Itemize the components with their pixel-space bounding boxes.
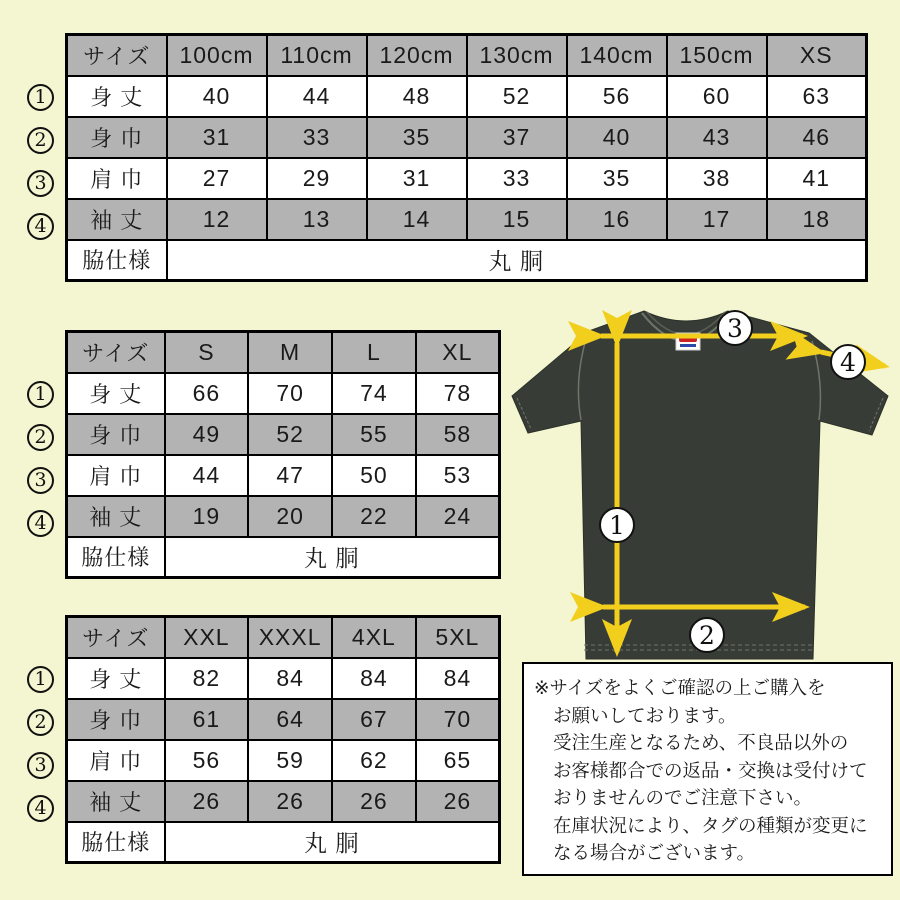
measurement-value-cell: 48 xyxy=(367,76,467,117)
measurement-value-cell: 35 xyxy=(367,117,467,158)
size-table-footer-row xyxy=(67,240,867,281)
row-marker-circle-3: 3 xyxy=(27,752,54,779)
size-table-row xyxy=(67,658,500,699)
measurement-value-cell: 53 xyxy=(416,455,500,496)
measurement-value-cell: 66 xyxy=(165,373,249,414)
measurement-value-cell: 13 xyxy=(267,199,367,240)
size-header-cell: L xyxy=(332,332,416,373)
note-line: お客様都合での返品・交換は受付けて xyxy=(553,759,868,781)
measurement-label-cell: 袖 丈 xyxy=(67,199,167,240)
measurement-label-cell: 袖 丈 xyxy=(67,496,165,537)
side-spec-value-cell: 丸 胴 xyxy=(167,240,867,281)
side-spec-label-cell: 脇仕様 xyxy=(67,822,165,863)
measurement-value-cell: 26 xyxy=(416,781,500,822)
side-spec-value-cell: 丸 胴 xyxy=(165,822,500,863)
size-table-row xyxy=(67,740,500,781)
measurement-value-cell: 58 xyxy=(416,414,500,455)
measurement-value-cell: 27 xyxy=(167,158,267,199)
row-marker-circle-3: 3 xyxy=(27,467,54,494)
measurement-label-cell: 身 巾 xyxy=(67,414,165,455)
row-marker-circle-2: 2 xyxy=(27,127,54,154)
row-marker-circle-4: 4 xyxy=(27,795,54,822)
size-table-row xyxy=(67,76,867,117)
measurement-label-cell: 肩 巾 xyxy=(67,158,167,199)
side-spec-label-cell: 脇仕様 xyxy=(67,537,165,578)
row-marker-circle-2: 2 xyxy=(27,709,54,736)
size-table-row xyxy=(67,781,500,822)
size-header-cell: 130cm xyxy=(467,35,567,76)
measurement-value-cell: 22 xyxy=(332,496,416,537)
measurement-label-cell: 肩 巾 xyxy=(67,455,165,496)
adult-size-table xyxy=(65,330,501,579)
badge-4: 4 xyxy=(840,348,856,377)
size-header-cell: XS xyxy=(767,35,867,76)
measurement-value-cell: 20 xyxy=(248,496,332,537)
measurement-value-cell: 70 xyxy=(248,373,332,414)
size-header-cell: XL xyxy=(416,332,500,373)
side-spec-value-cell: 丸 胴 xyxy=(165,537,500,578)
measurement-value-cell: 78 xyxy=(416,373,500,414)
badge-2: 2 xyxy=(699,621,715,650)
purchase-note-box xyxy=(522,662,893,876)
badge-3: 3 xyxy=(727,314,743,343)
size-header-cell: 4XL xyxy=(332,617,416,658)
badge-1: 1 xyxy=(609,511,625,540)
size-column-header: サイズ xyxy=(67,332,165,373)
measurement-value-cell: 31 xyxy=(167,117,267,158)
row-marker-circle-1: 1 xyxy=(27,381,54,408)
measurement-value-cell: 29 xyxy=(267,158,367,199)
measurement-value-cell: 61 xyxy=(165,699,249,740)
measurement-value-cell: 60 xyxy=(667,76,767,117)
measurement-value-cell: 47 xyxy=(248,455,332,496)
measurement-value-cell: 26 xyxy=(165,781,249,822)
note-line: 受注生産となるため、不良品以外の xyxy=(553,732,849,753)
size-header-cell: 5XL xyxy=(416,617,500,658)
measurement-value-cell: 15 xyxy=(467,199,567,240)
measurement-value-cell: 18 xyxy=(767,199,867,240)
measurement-value-cell: 52 xyxy=(248,414,332,455)
kids-size-table xyxy=(65,33,868,282)
row-marker-circle-3: 3 xyxy=(27,170,54,197)
size-column-header: サイズ xyxy=(67,35,167,76)
measurement-value-cell: 84 xyxy=(416,658,500,699)
row-marker-circle-4: 4 xyxy=(27,213,54,240)
size-table-row xyxy=(67,117,867,158)
measurement-value-cell: 56 xyxy=(567,76,667,117)
note-line: なる場合がございます。 xyxy=(553,842,756,863)
size-table-row xyxy=(67,496,500,537)
kids-size-table-section xyxy=(34,33,868,282)
size-table-row xyxy=(67,699,500,740)
measurement-label-cell: 身 丈 xyxy=(67,373,165,414)
measurement-value-cell: 55 xyxy=(332,414,416,455)
measurement-value-cell: 24 xyxy=(416,496,500,537)
note-line: おりませんのでご注意下さい。 xyxy=(553,787,813,808)
note-line: 在庫状況により、タグの種類が変更に xyxy=(553,814,868,836)
row-marker-circle-1: 1 xyxy=(27,84,54,111)
size-table-footer-row xyxy=(67,822,500,863)
measurement-value-cell: 37 xyxy=(467,117,567,158)
size-header-cell: 110cm xyxy=(267,35,367,76)
size-header-cell: 150cm xyxy=(667,35,767,76)
size-header-cell: 100cm xyxy=(167,35,267,76)
size-header-cell: XXL xyxy=(165,617,249,658)
measurement-value-cell: 16 xyxy=(567,199,667,240)
size-table-header-row xyxy=(67,35,867,76)
measurement-value-cell: 12 xyxy=(167,199,267,240)
measurement-value-cell: 64 xyxy=(248,699,332,740)
measurement-value-cell: 33 xyxy=(467,158,567,199)
measurement-value-cell: 70 xyxy=(416,699,500,740)
size-table-row xyxy=(67,158,867,199)
size-header-cell: 120cm xyxy=(367,35,467,76)
size-table-row xyxy=(67,414,500,455)
measurement-value-cell: 62 xyxy=(332,740,416,781)
measurement-value-cell: 49 xyxy=(165,414,249,455)
measurement-value-cell: 50 xyxy=(332,455,416,496)
size-header-cell: S xyxy=(165,332,249,373)
measurement-value-cell: 65 xyxy=(416,740,500,781)
measurement-value-cell: 31 xyxy=(367,158,467,199)
note-line: ※サイズをよくご確認の上ご購入を xyxy=(534,677,826,698)
size-table-footer-row xyxy=(67,537,500,578)
measurement-value-cell: 17 xyxy=(667,199,767,240)
measurement-value-cell: 26 xyxy=(332,781,416,822)
row-marker-circle-2: 2 xyxy=(27,424,54,451)
size-table-header-row xyxy=(67,332,500,373)
row-marker-circle-1: 1 xyxy=(27,666,54,693)
measurement-value-cell: 33 xyxy=(267,117,367,158)
size-column-header: サイズ xyxy=(67,617,165,658)
measurement-value-cell: 44 xyxy=(165,455,249,496)
measurement-value-cell: 14 xyxy=(367,199,467,240)
tshirt-measurement-diagram xyxy=(504,295,897,668)
big-size-table xyxy=(65,615,501,864)
size-header-cell: M xyxy=(248,332,332,373)
size-header-cell: XXXL xyxy=(248,617,332,658)
adult-size-table-section xyxy=(34,330,501,579)
measurement-value-cell: 43 xyxy=(667,117,767,158)
measurement-value-cell: 84 xyxy=(248,658,332,699)
measurement-value-cell: 63 xyxy=(767,76,867,117)
measurement-value-cell: 41 xyxy=(767,158,867,199)
measurement-value-cell: 40 xyxy=(167,76,267,117)
row-marker-circle-4: 4 xyxy=(27,510,54,537)
measurement-label-cell: 身 丈 xyxy=(67,76,167,117)
size-table-row xyxy=(67,199,867,240)
side-spec-label-cell: 脇仕様 xyxy=(67,240,167,281)
measurement-value-cell: 52 xyxy=(467,76,567,117)
measurement-value-cell: 82 xyxy=(165,658,249,699)
measurement-value-cell: 40 xyxy=(567,117,667,158)
big-size-table-section xyxy=(34,615,501,864)
measurement-value-cell: 38 xyxy=(667,158,767,199)
measurement-label-cell: 身 巾 xyxy=(67,117,167,158)
size-table-row xyxy=(67,455,500,496)
measurement-label-cell: 袖 丈 xyxy=(67,781,165,822)
measurement-value-cell: 19 xyxy=(165,496,249,537)
measurement-value-cell: 46 xyxy=(767,117,867,158)
measurement-value-cell: 56 xyxy=(165,740,249,781)
measurement-label-cell: 肩 巾 xyxy=(67,740,165,781)
measurement-value-cell: 35 xyxy=(567,158,667,199)
measurement-label-cell: 身 巾 xyxy=(67,699,165,740)
measurement-value-cell: 74 xyxy=(332,373,416,414)
measurement-label-cell: 身 丈 xyxy=(67,658,165,699)
measurement-value-cell: 44 xyxy=(267,76,367,117)
measurement-value-cell: 59 xyxy=(248,740,332,781)
measurement-value-cell: 26 xyxy=(248,781,332,822)
tshirt-diagram-svg xyxy=(504,295,897,668)
note-line: お願いしております。 xyxy=(553,704,737,726)
size-table-header-row xyxy=(67,617,500,658)
measurement-value-cell: 67 xyxy=(332,699,416,740)
size-header-cell: 140cm xyxy=(567,35,667,76)
measurement-value-cell: 84 xyxy=(332,658,416,699)
size-table-row xyxy=(67,373,500,414)
